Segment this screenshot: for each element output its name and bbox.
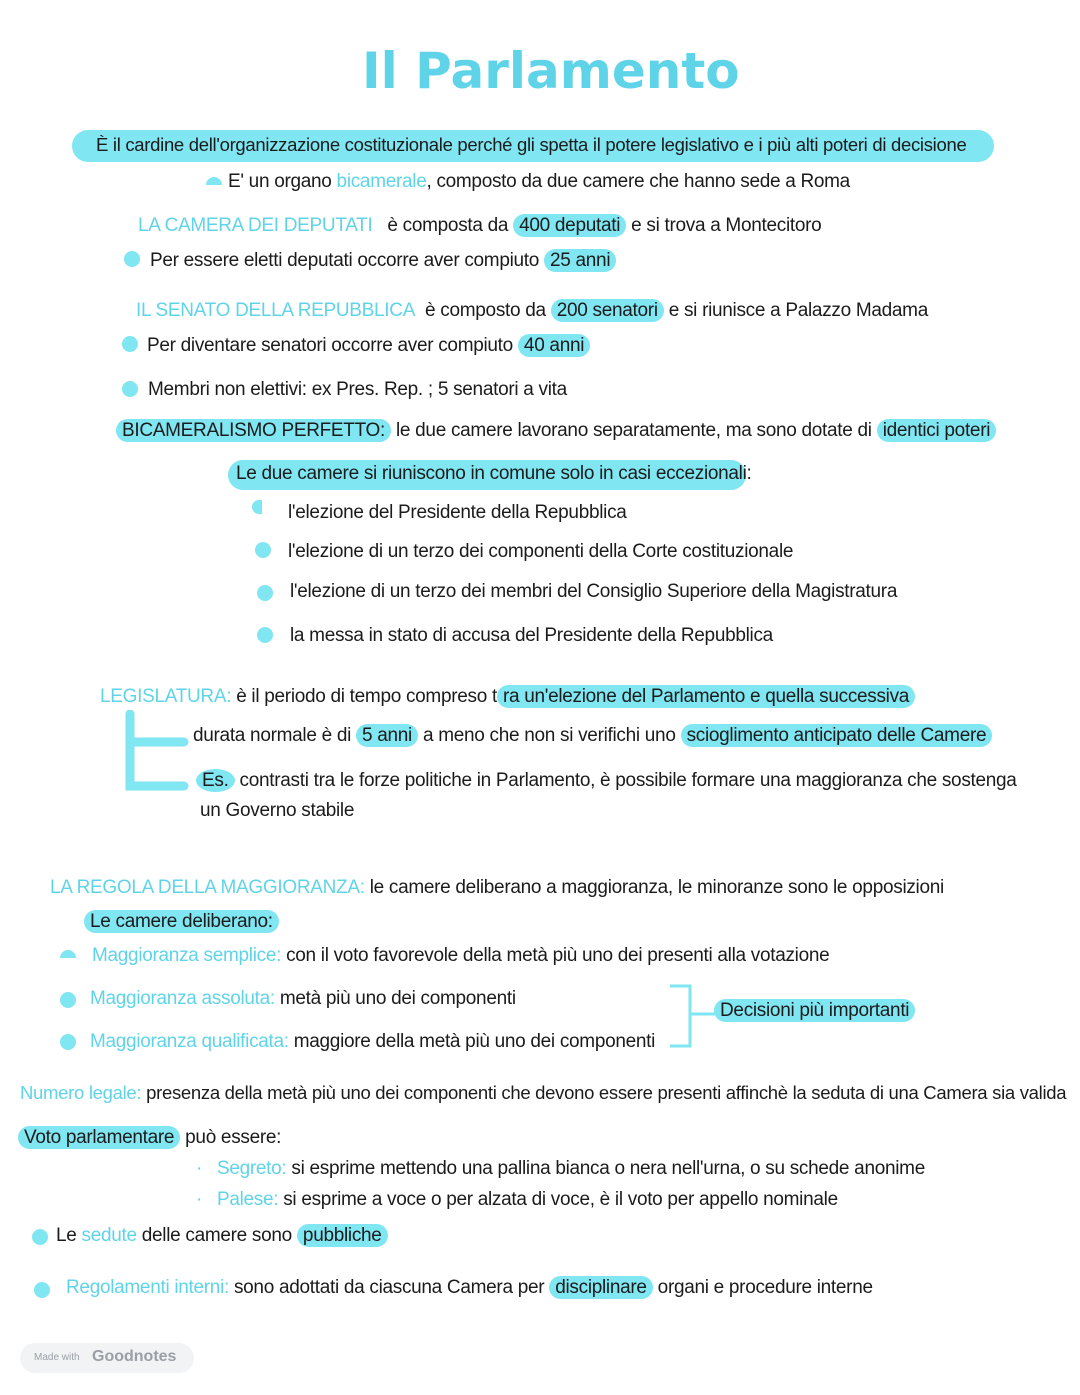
- list-item: l'elezione di un terzo dei componenti della Corte costituzionale: [288, 541, 794, 562]
- numero-legale-line: Numero legale: presenza della metà più uno dei componenti che devono essere presenti affinchè la seduta di una Camera sia valida: [20, 1082, 1067, 1103]
- bullet-icon: [206, 177, 222, 185]
- branch-bracket-icon: [122, 710, 192, 794]
- badge-made-with: Made with: [34, 1352, 80, 1363]
- maggioranza-sub: Le camere deliberano:: [84, 911, 279, 933]
- list-item: la messa in stato di accusa del Presidente della Repubblica: [290, 625, 773, 646]
- bullet-icon: [255, 542, 271, 558]
- bullet-icon: [124, 251, 140, 267]
- bullet-icon: [122, 336, 138, 352]
- maggioranza-line: LA REGOLA DELLA MAGGIORANZA: le camere deliberano a maggioranza, le minoranze sono le opposizioni: [50, 877, 944, 898]
- page-title: Il Parlamento: [362, 42, 740, 100]
- legislatura-example: Es. contrasti tra le forze politiche in Parlamento, è possibile formare una maggioranza che sostenga: [196, 770, 1017, 792]
- bullet-icon: [122, 381, 138, 397]
- bullet-icon: [60, 992, 76, 1008]
- bullet-icon: [34, 1282, 50, 1298]
- list-item: Maggioranza assoluta: metà più uno dei componenti: [90, 988, 516, 1009]
- bullet-icon: [32, 1229, 48, 1245]
- bicameral-line: E' un organo bicamerale, composto da due camere che hanno sede a Roma: [228, 171, 850, 192]
- bullet-icon: [257, 585, 273, 601]
- list-item: Maggioranza semplice: con il voto favorevole della metà più uno dei presenti alla votazione: [92, 945, 830, 966]
- common-heading: Le due camere si riuniscono in comune solo in casi eccezionali:: [236, 463, 752, 484]
- legislatura-label: LEGISLATURA:: [100, 686, 232, 707]
- senato-members: Membri non elettivi: ex Pres. Rep. ; 5 senatori a vita: [148, 379, 567, 400]
- camera-requirement: Per essere eletti deputati occorre aver compiuto 25 anni: [150, 250, 616, 272]
- list-item: Maggioranza qualificata: maggiore della metà più uno dei componenti: [90, 1031, 656, 1052]
- bullet-icon: [60, 950, 76, 958]
- badge-brand: Goodnotes: [92, 1348, 177, 1365]
- bullet-icon: [60, 1034, 76, 1050]
- goodnotes-badge[interactable]: [20, 1343, 194, 1373]
- sedute-line: Le sedute delle camere sono pubbliche: [56, 1225, 388, 1247]
- legislatura-line: LEGISLATURA: è il periodo di tempo compreso t ra un'elezione del Parlamento e quella successiva: [100, 686, 915, 708]
- camera-line: LA CAMERA DEI DEPUTATI è composta da 400 deputati e si trova a Montecitoro: [138, 215, 822, 236]
- bicameralismo-line: BICAMERALISMO PERFETTO: le due camere lavorano separatamente, ma sono dotate di identici poteri: [116, 420, 996, 442]
- voto-line: Voto parlamentare può essere:: [18, 1127, 281, 1149]
- list-item: l'elezione del Presidente della Repubblica: [288, 502, 627, 523]
- list-item: l'elezione di un terzo dei membri del Consiglio Superiore della Magistratura: [290, 581, 898, 602]
- bracket-note: Decisioni più importanti: [714, 1000, 915, 1022]
- legislatura-example-cont: un Governo stabile: [200, 800, 355, 821]
- senato-heading: IL SENATO DELLA REPUBBLICA: [136, 300, 416, 321]
- senato-line: IL SENATO DELLA REPUBBLICA è composto da 200 senatori e si riunisce a Palazzo Madama: [136, 300, 928, 321]
- list-item: · Palese: si esprime a voce o per alzata di voce, è il voto per appello nominale: [196, 1189, 838, 1210]
- legislatura-duration: durata normale è di 5 anni a meno che non si verifichi uno scioglimento anticipato delle Camere: [193, 725, 992, 747]
- intro-text: È il cardine dell'organizzazione costituzionale perché gli spetta il potere legislativo e i più alti poteri di decisione: [96, 134, 967, 155]
- bullet-icon: [252, 500, 262, 514]
- bullet-icon: [257, 627, 273, 643]
- regolamenti-line: Regolamenti interni: sono adottati da ciascuna Camera per disciplinare organi e procedure interne: [66, 1277, 873, 1298]
- senato-requirement: Per diventare senatori occorre aver compiuto 40 anni: [147, 335, 590, 357]
- list-item: · Segreto: si esprime mettendo una pallina bianca o nera nell'urna, o su schede anonime: [196, 1158, 925, 1179]
- camera-heading: LA CAMERA DEI DEPUTATI: [138, 215, 373, 236]
- maggioranza-label: LA REGOLA DELLA MAGGIORANZA:: [50, 877, 365, 898]
